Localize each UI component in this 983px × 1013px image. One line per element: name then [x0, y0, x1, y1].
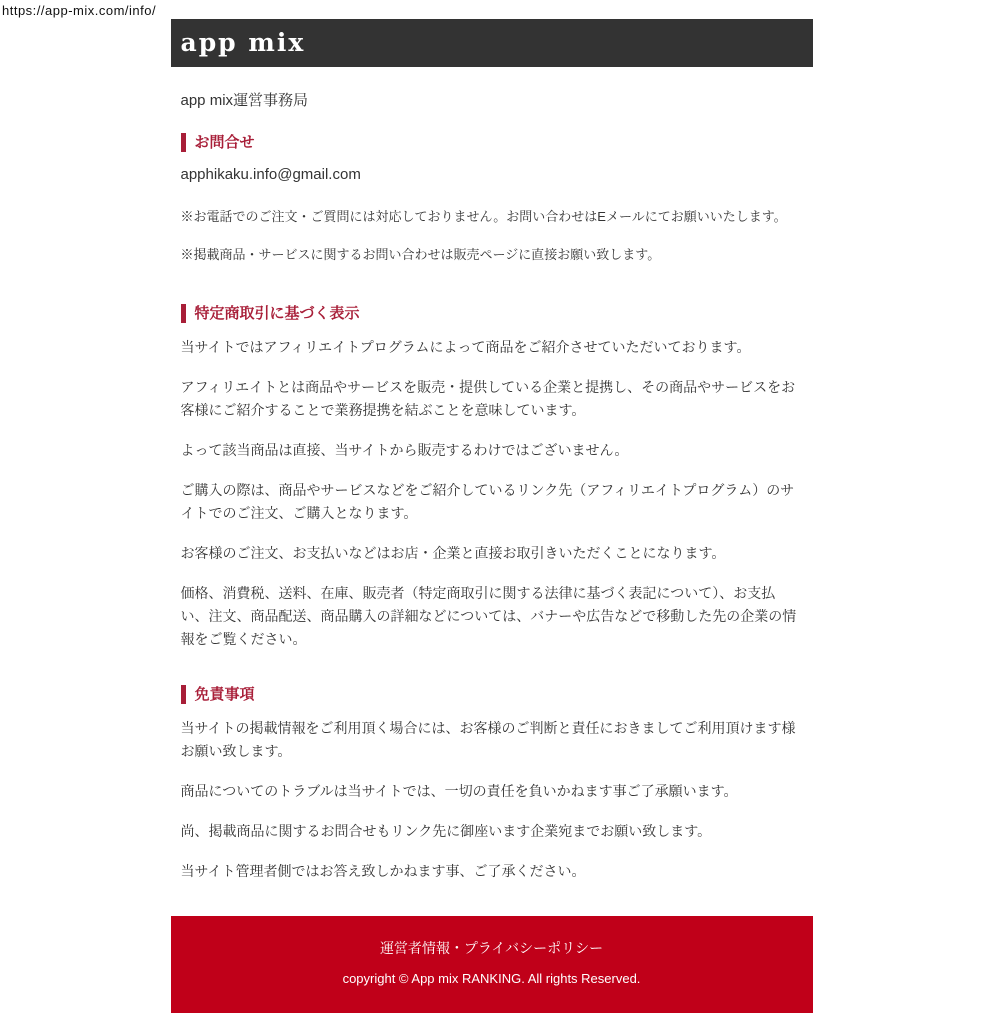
contact-note: ※お電話でのご注文・ご質問には対応しておりません。お問い合わせはEメールにてお願いいたします。: [180, 209, 787, 224]
disclaimer-paragraph: 当サイト管理者側ではお答え致しかねます事、ご了承ください。: [180, 863, 586, 879]
operator-name-text: app mix運営事務局: [180, 92, 309, 109]
contact-section-heading: お問合せ: [181, 133, 803, 152]
tokutei-paragraph: 価格、消費税、送料、在庫、販売者（特定商取引に関する法律に基づく表記について）、お支払い、注文、商品配送、商品購入の詳細などについては、バナーや広告などで移動した先の企業の情報をご覧ください。: [180, 585, 797, 647]
contact-note: ※掲載商品・サービスに関するお問い合わせは販売ページに直接お願い致します。: [180, 247, 661, 262]
site-footer: [171, 916, 813, 1013]
tokutei-paragraph: よって該当商品は直接、当サイトから販売するわけではございません。: [180, 442, 629, 458]
tokutei-section-heading: 特定商取引に基づく表示: [181, 304, 803, 323]
page-container: [171, 19, 813, 1013]
footer-copyright-text: copyright © App mix RANKING. All rights Reserved.: [342, 971, 641, 986]
disclaimer-section-heading: 免責事項: [181, 685, 803, 704]
contact-email-text: apphikaku.info@gmail.com: [180, 166, 361, 183]
site-logo-title: app mix: [180, 28, 306, 57]
page-url-text: https://app-mix.com/info/: [2, 3, 157, 18]
tokutei-paragraph: 当サイトではアフィリエイトプログラムによって商品をご紹介させていただいております。: [180, 339, 751, 355]
disclaimer-paragraph: 尚、掲載商品に関するお問合せもリンク先に御座います企業宛までお願い致します。: [180, 823, 712, 839]
tokutei-paragraph: ご購入の際は、商品やサービスなどをご紹介しているリンク先（アフィリエイトプログラム）のサイトでのご注文、ご購入となります。: [180, 482, 795, 521]
footer-privacy-policy-link[interactable]: 運営者情報・プライバシーポリシー: [379, 940, 604, 956]
disclaimer-paragraph: 当サイトの掲載情報をご利用頂く場合には、お客様のご判断と責任におきましてご利用頂けます様お願い致します。: [180, 720, 796, 759]
site-header-bar: [171, 19, 813, 67]
tokutei-paragraph: お客様のご注文、お支払いなどはお店・企業と直接お取引きいただくことになります。: [180, 545, 726, 561]
tokutei-paragraph: アフィリエイトとは商品やサービスを販売・提供している企業と提携し、その商品やサービスをお客様にご紹介することで業務提携を結ぶことを意味しています。: [180, 379, 796, 418]
disclaimer-paragraph: 商品についてのトラブルは当サイトでは、一切の責任を負いかねます事ご了承願います。: [180, 783, 738, 799]
main-content: [171, 92, 813, 883]
